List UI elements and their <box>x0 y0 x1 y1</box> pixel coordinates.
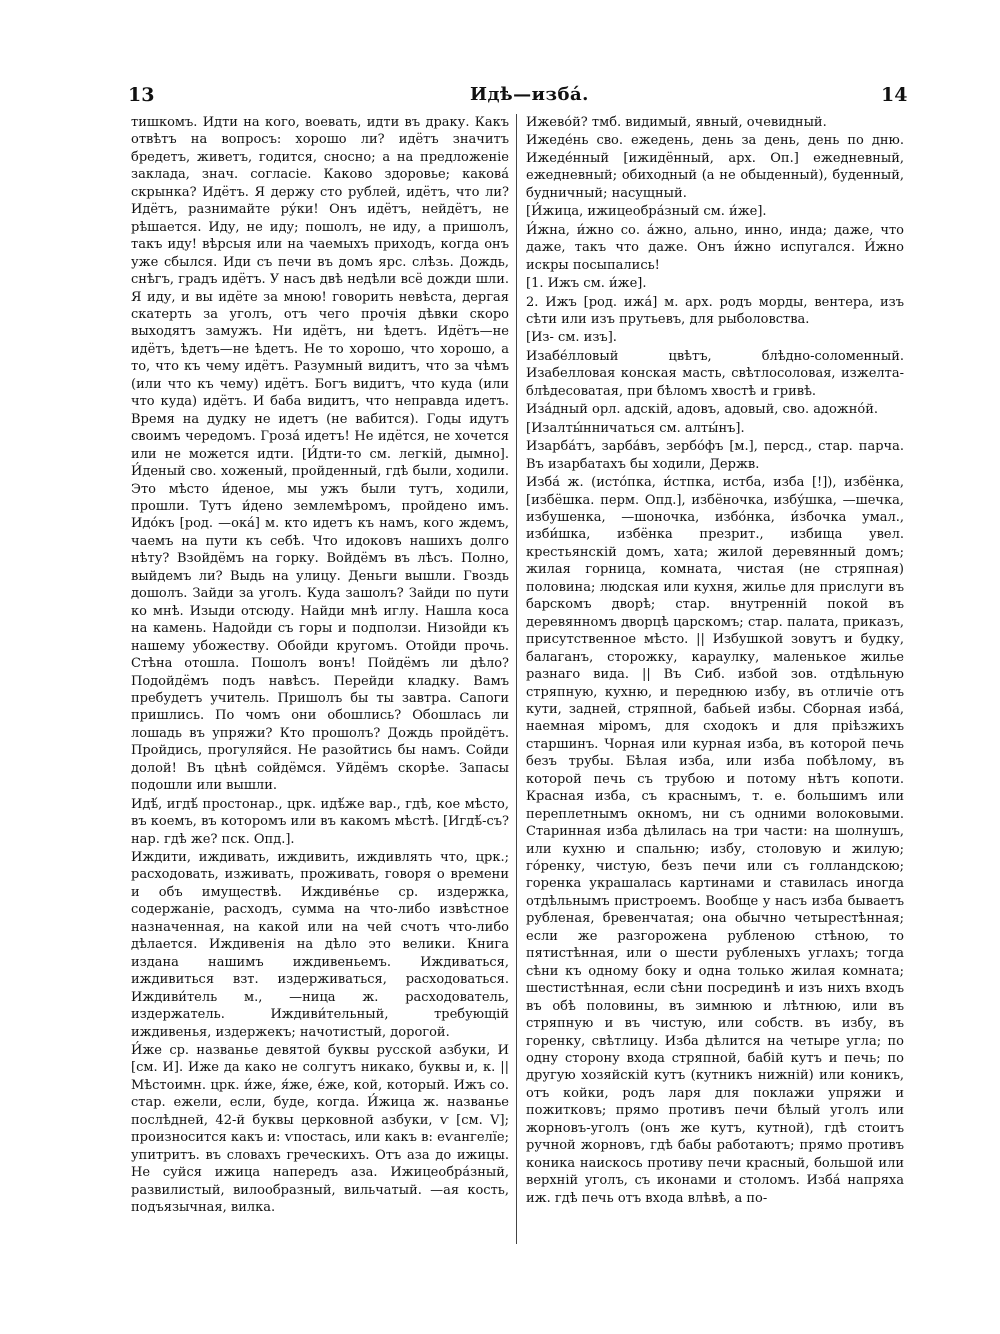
entry-izh-2: 2. Ижъ [род. ижá] м. арх. родъ морды, вентера, изъ сѣти или изъ прутьевъ, для рыболовства. <box>526 294 904 327</box>
entry-izadny: Иза́дный орл. адскій, адовъ, адовый, сво. адожнóй. <box>526 402 879 418</box>
running-head: Идѣ—изба́. <box>470 84 589 105</box>
right-column <box>526 114 904 1304</box>
entry-izabellovy: Изабе́лловый цвѣтъ, блѣдно-соломенный. Изабелловая конская масть, свѣтлосоловая, изжелта-блѣдесоватая, при бѣломъ хвостѣ и гривѣ. <box>526 348 904 399</box>
entry-izhna: И́жна, и́жно со. а́жно, ально, инно, инда; даже, что даже, такъ что даже. Онъ и́жно испугался. И́жно искры посыпались! <box>526 222 904 273</box>
entry-izba: Изба́ ж. (исто́пка, и́стпка, истба, изба [!]), избёнка, [избёшка. перм. Опд.], избёночка, избу́шка, —шечка, избушенка, —шоночка, избо́нка, и́збочка умал., изби́шка, избёнка презрит., избища увел. крестьянскій домъ, хата; жилой деревянный домъ; жилая горница, комната, чистая (не стряпная) половина; людская или кухня, жилье для прислуги въ барскомъ дворѣ; стар. внутренній покой въ деревянномъ дворцѣ царскомъ; стар. палата, приказъ, присутственное мѣсто. || Избушкой зовутъ и будку, балаганъ, сторожку, караулку, маленькое жилье разнаго вида. || Въ Сиб. избой зов. отдѣльную стряпную, кухню, и переднюю избу, въ отличіе отъ кути, задней, стряпной, бабьей избы. Сборная изба́, наемная міромъ, для сходокъ и для пріѣзжихъ старшинъ. Чорная или курная изба, въ которой печь безъ трубы. Бѣлая изба, или изба побѣлому, въ которой печь съ трубою и потому нѣтъ копоти. Красная изба, съ краснымъ, т. е. большимъ или переплетнымъ окномъ, ни съ одними волоковыми. Старинная изба дѣлилась на три части: на шолнушъ, или кухню и спальню; избу, столовую и жилую; го́ренку, чистую, безъ печи или съ голландскою; горенка украшалась картинами и ставилась иногда отдѣльнымъ пристроемъ. Вообще у насъ изба бываетъ рубленая, бревенчатая; она обычно четырестѣнная; если же разгорожена рубленою стѣною, то пятистѣнная, или о шести рубленыхъ углахъ; тогда сѣни къ одному боку и одна только жилая комната; шестистѣнная, если сѣни посрединѣ и изъ нихъ входъ въ обѣ половины, въ зимнюю и лѣтнюю, или въ стряпную и въ чистую, или собств. въ избу, въ горенку, свѣтлицу. Изба дѣлится на четыре угла; по одну сторону входа стряпной, бабій кутъ и печь; по другую хозяйскій кутъ (кутникъ нижній) или коникъ, отъ койки, родъ ларя для поклажи упряжи и пожитковъ; прямо противъ печи бѣлый уголъ или жорновъ-уголъ (онъ же кутъ, кутной), гдѣ стоитъ ручной жорновъ, гдѣ бабы работаютъ; прямо противъ коника наискось противу печи красный, большой или верхній уголъ, съ иконами и столомъ. Изба́ напряха иж. гдѣ печь отъ входа влѣвѣ, а по- <box>526 475 904 1206</box>
entry-idti-continued: тишкомъ. Идти на кого, воевать, идти въ драку. Какъ отвѣтъ на вопросъ: хорошо ли? идётъ значитъ бредетъ, живетъ, годится, сносно; а на предложеніе заклада, знач. согласіе. Каково здоровье; каковá скрынка? Идётъ. Я держу сто рублей, идётъ, что ли? Идётъ, разнимайте ру́ки! Онъ идётъ, нейдётъ, не рѣшается. Иду, не иду; пошолъ, не иду, а пришолъ, такъ иду! вѣрсыя или на чаемыхъ приходъ, когда онъ уже сбылся. Иди съ печи въ домъ ярс. слѣзь. Дождь, снѣгъ, градъ идётъ. У насъ двѣ недѣли всё дожди шли. Я иду, и вы идёте за мною! говорить невѣста, дергая скатерть за уголъ, отъ чего прочія дѣвки скоро выходятъ замужъ. Ни идётъ, ни ѣдетъ. Идётъ—не идётъ, ѣдетъ—не ѣдетъ. Не то хорошо, что хорошо, а то, что къ чему идётъ. Разумный видитъ, что за чѣмъ (или что къ чему) идётъ. Богъ видитъ, что куда (или что куда) идётъ. И баба видитъ, что неправда идетъ. Время на дудку не идетъ (не вабится). Годы идутъ своимъ чередомъ. Грозá идетъ! Не идётся, не хочется или не можется идти. [И́дти-то см. легкій, дымно]. И́деный сво. хоженый, пройденный, гдѣ были, ходили. Это мѣсто и́деное, мы ужъ были тутъ, ходили, прошли. Тутъ и́дено землемѣромъ, пройдено имъ. Идо́къ [род. —окá] м. кто идетъ къ намъ, кого ждемъ, чаемъ на пути къ себѣ. Что идоковъ нашихъ долго нѣту? Взойдёмъ на горку. Войдёмъ въ лѣсъ. Полно, выйдемъ ли? Выдь на улицу. Деньги вышли. Гвоздь дошолъ. Зайди за уголъ. Куда зашолъ? Зайди по пути ко мнѣ. Изыди отсюду. Найди мнѣ иглу. Нашла коса на камень. Надойди съ горы и подползи. Низойди къ нашему убожеству. Обойди кругомъ. Отойди прочь. Стѣна отошла. Пошолъ вонъ! Пойдёмъ ли дѣло? Подойдёмъ подъ навѣсъ. Перейди кладку. Вамъ пребудетъ учитель. Пришолъ бы ты завтра. Сапоги пришлись. По чомъ они обошлись? Обошлась ли лошадь въ упряжи? Кто прошолъ? Дождь пройдётъ. Пройдись, прогуляйся. Не разойтись бы намъ. Сойди долой! Въ цѣнѣ сойдёмся. Уйдёмъ скорѣе. Запасы подошли или вышли. <box>131 115 509 794</box>
entry-izhevoi: Ижево́й? тмб. видимый, явный, очевидный. <box>526 115 827 130</box>
entry-iz-ref: [Из- см. изъ]. <box>526 330 617 346</box>
entry-ide: Идѣ́, игдѣ́ простонар., црк. идѣ́же вар., гдѣ, кое мѣсто, въ коемъ, въ которомъ или въ какомъ мѣстѣ. [Игдѣ́-съ? нар. гдѣ же? пск. Опд.]. <box>131 796 509 847</box>
entry-izhe: И́же ср. названье девятой буквы русской азбуки, И [см. И]. Иже да како не солгутъ никако, буквы и, к. || Мѣстоимн. црк. и́же, я́же, е́же, кой, который. Ижъ со. стар. ежели, если, буде, когда. И́жица ж. названье послѣдней, 42-й буквы церковной азбуки, ѵ [см. V]; произносится какъ и: ѵпостась, или какъ в: еѵангелїе; упитритъ. въ словахъ греческихъ. Отъ аза до ижицы. Не суйся ижица напередъ аза. Ижицеобра́зный, развилистый, вилообразный, вильчатый. —ая кость, подъязычная, вилка. <box>131 1043 509 1216</box>
entry-izarbat: Изарба́тъ, зарба́въ, зербо́фъ [м.], персд., стар. парча. Въ изарбатахъ бы ходили, Держв. <box>526 439 904 472</box>
entry-izhitsa-ref: [И́жица, ижицеобра́зный см. и́же]. <box>526 204 767 220</box>
entry-izaltynnichatsya-ref: [Изалты́нничаться см. алты́нъ]. <box>526 420 745 436</box>
entry-izheden: Ижеде́нь сво. ежедень, день за день, день по дню. Ижеде́нный [ижидённый, арх. Оп.] ежедневный, ежедневный; обиходный (а не обыденный), буденный, будничный; насущный. <box>526 133 904 201</box>
entry-izhditi: Иждити, иждивать, иждивить, иждивлять что, црк.; расходовать, изживать, проживать, говоря о времени и объ имуществѣ. Иждивéнье ср. издержка, содержаніе, расходъ, сумма на что-либо извѣстное назначенная, на какой или на чей счотъ что-либо дѣлается. Иждивенія на дѣло это велики. Книга издана нашимъ иждивеньемъ. Иждиваться, иждивиться взт. издерживаться, расходоваться. Иждиви́тель м., —ница ж. расходователь, издержатель. Иждиви́тельный, требующій иждивенья, издержекъ; начотистый, дорогой. <box>131 850 509 1040</box>
left-page-number: 13 <box>128 84 155 106</box>
right-page-number: 14 <box>881 84 908 106</box>
left-column <box>131 114 509 1244</box>
column-divider <box>516 114 517 1244</box>
entry-izh-1: [1. Ижъ см. и́же]. <box>526 276 647 292</box>
